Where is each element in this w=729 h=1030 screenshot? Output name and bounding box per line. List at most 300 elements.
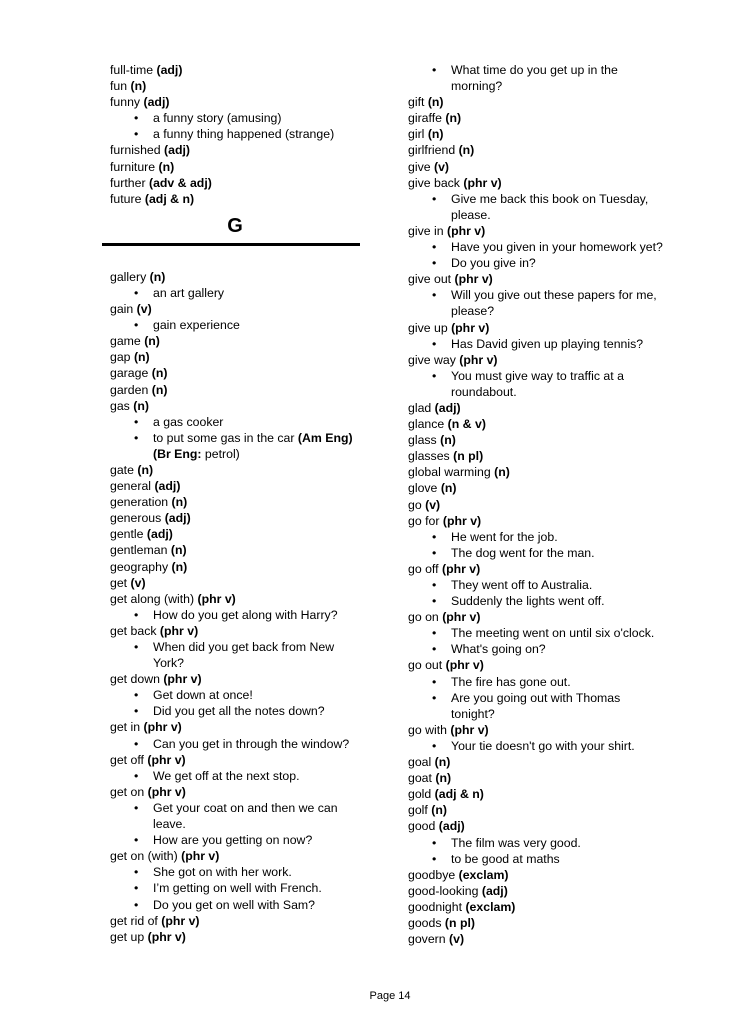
headword: further <box>110 175 149 190</box>
bullet-icon: • <box>432 368 437 383</box>
part-of-speech: (n) <box>434 755 451 770</box>
headword: get in <box>110 720 144 735</box>
headword-entry <box>408 110 690 126</box>
headword-entry <box>110 301 375 317</box>
right-column <box>408 62 690 947</box>
example-text: How are you getting on now? <box>153 833 313 848</box>
headword-entry <box>408 657 690 673</box>
headword-entry <box>110 623 375 639</box>
part-of-speech: (n) <box>427 127 444 142</box>
part-of-speech: (adj) <box>438 819 465 834</box>
headword-entry <box>408 175 690 191</box>
left-column <box>110 62 375 945</box>
headword-entry <box>408 400 690 416</box>
example-text: to be good at maths <box>451 851 560 866</box>
example-item <box>408 529 690 545</box>
example-continuation <box>110 655 375 671</box>
example-continuation <box>408 207 690 223</box>
bullet-icon: • <box>432 642 437 657</box>
example-text: Your tie doesn't go with your shirt. <box>451 738 635 753</box>
headword: furnished <box>110 143 165 158</box>
headword-entry <box>408 754 690 770</box>
part-of-speech: (phr v) <box>159 623 199 638</box>
headword-entry <box>110 719 375 735</box>
example-text: When did you get back from New <box>153 640 335 654</box>
headword: good <box>408 819 439 834</box>
example-text: The film was very good. <box>451 835 581 850</box>
example-text: Will you give out these papers for me, <box>451 288 657 303</box>
example-item <box>110 703 375 719</box>
part-of-speech: (n) <box>151 366 168 381</box>
part-of-speech: (phr v) <box>147 784 186 799</box>
example-item <box>408 851 690 867</box>
bullet-icon: • <box>134 111 139 126</box>
part-of-speech: (adj & n) <box>144 191 195 206</box>
headword-entry <box>110 94 375 110</box>
headword-entry <box>408 480 690 496</box>
bullet-icon: • <box>432 288 437 303</box>
headword: glance <box>408 417 448 432</box>
headword-entry <box>110 175 375 191</box>
bullet-icon: • <box>134 430 139 445</box>
headword-entry <box>408 464 690 480</box>
headword-entry <box>408 561 690 577</box>
headword-entry <box>110 191 375 207</box>
headword: girlfriend <box>408 143 459 158</box>
headword-entry <box>110 269 375 285</box>
part-of-speech: (phr v) <box>446 223 486 238</box>
bullet-icon: • <box>432 529 437 544</box>
part-of-speech: (n) <box>133 398 149 413</box>
headword-entry <box>110 478 375 494</box>
example-text: Get down at once! <box>153 688 253 703</box>
example-item <box>408 641 690 657</box>
part-of-speech: (n & v) <box>447 417 486 432</box>
example-continuation <box>110 816 375 832</box>
headword-entry <box>408 513 690 529</box>
headword-entry <box>408 786 690 802</box>
example-item <box>408 690 690 706</box>
bullet-icon: • <box>432 835 437 850</box>
headword-entry <box>408 352 690 368</box>
part-of-speech: (phr v) <box>143 720 182 735</box>
headword-entry <box>110 575 375 591</box>
example-continuation <box>408 384 690 400</box>
headword: govern <box>408 932 450 947</box>
headword-entry <box>110 159 375 175</box>
example-item <box>408 577 690 593</box>
headword-entry <box>408 915 690 931</box>
headword-entry <box>408 818 690 834</box>
headword: give <box>408 159 434 174</box>
example-text: Get your coat on and then we can <box>153 800 338 815</box>
bullet-icon: • <box>134 640 139 654</box>
example-item <box>408 545 690 561</box>
part-of-speech: (n) <box>440 433 456 448</box>
bullet-icon: • <box>432 336 437 351</box>
example-item <box>110 430 375 446</box>
example-text: They went off to Australia. <box>451 578 593 592</box>
headword: give way <box>408 352 460 367</box>
part-of-speech: (n) <box>431 803 447 818</box>
example-item <box>408 336 690 352</box>
headword-entry <box>408 448 690 464</box>
headword-entry <box>408 802 690 818</box>
headword-entry <box>408 931 690 947</box>
example-text: The meeting went on until six o'clock. <box>451 626 655 641</box>
bullet-icon: • <box>134 704 139 719</box>
bullet-icon: • <box>432 240 437 255</box>
headword-entry <box>110 349 375 365</box>
part-of-speech: (n) <box>133 350 150 365</box>
usage-label: (Br Eng: <box>153 446 202 461</box>
headword-entry <box>408 609 690 625</box>
headword: funny <box>110 95 144 110</box>
headword-entry <box>110 365 375 381</box>
headword-entry <box>110 784 375 800</box>
headword: get off <box>110 752 148 767</box>
section-letter: G <box>227 214 243 237</box>
headword: get along (with) <box>110 591 198 606</box>
part-of-speech: (phr v) <box>442 513 482 528</box>
part-of-speech: (n) <box>440 481 457 496</box>
headword-entry <box>110 929 375 945</box>
example-item <box>408 255 690 271</box>
example-continuation <box>408 706 690 722</box>
headword: good-looking <box>408 883 482 898</box>
example-text: a funny story (amusing) <box>153 111 282 126</box>
part-of-speech: (v) <box>433 159 450 174</box>
headword-entry <box>408 883 690 899</box>
part-of-speech: (phr v) <box>441 561 481 576</box>
headword-entry <box>110 462 375 478</box>
headword: give out <box>408 272 455 287</box>
example-text: We get off at the next stop. <box>153 768 300 783</box>
left-bottom-entries <box>110 269 375 945</box>
headword-entry <box>110 62 375 78</box>
headword: golf <box>408 803 432 818</box>
example-text: Can you get in through the window? <box>153 736 350 751</box>
headword-entry <box>408 159 690 175</box>
example-item <box>110 607 375 623</box>
headword-entry <box>110 398 375 414</box>
example-text: petrol) <box>201 446 240 461</box>
example-text: Did you get all the notes down? <box>153 704 325 719</box>
part-of-speech: (n) <box>171 559 188 574</box>
example-text: leave. <box>153 817 186 832</box>
headword: giraffe <box>408 111 446 126</box>
example-text: I’m getting on well with French. <box>153 881 322 896</box>
example-text: The dog went for the man. <box>451 545 595 560</box>
part-of-speech: (adv & adj) <box>148 175 212 190</box>
example-item <box>110 832 375 848</box>
headword: glad <box>408 400 435 415</box>
headword-entry <box>110 78 375 94</box>
headword: global warming <box>408 465 495 480</box>
example-item <box>110 687 375 703</box>
example-text: York? <box>153 656 184 671</box>
page-number: Page 14 <box>369 990 411 1002</box>
headword: glasses <box>408 449 454 464</box>
headword: gold <box>408 787 435 802</box>
headword: give in <box>408 223 447 238</box>
bullet-icon: • <box>432 545 437 560</box>
example-item <box>408 625 690 641</box>
bullet-icon: • <box>134 127 139 142</box>
headword-entry <box>110 142 375 158</box>
example-item <box>408 674 690 690</box>
bullet-icon: • <box>432 626 437 641</box>
headword: goat <box>408 771 436 786</box>
headword-entry <box>408 271 690 287</box>
part-of-speech: (n) <box>445 111 462 126</box>
headword: get on (with) <box>110 849 182 864</box>
example-item <box>408 593 690 609</box>
headword-entry <box>110 591 375 607</box>
part-of-speech: (v) <box>425 497 441 512</box>
part-of-speech: (phr v) <box>197 591 236 606</box>
example-item <box>110 317 375 333</box>
part-of-speech: (n) <box>170 543 187 558</box>
headword-entry <box>408 142 690 158</box>
headword-entry <box>408 867 690 883</box>
headword-entry <box>110 913 375 929</box>
headword: go off <box>408 561 442 576</box>
headword-entry <box>110 559 375 575</box>
part-of-speech: (v) <box>136 302 152 317</box>
headword: get back <box>110 623 160 638</box>
bullet-icon: • <box>134 833 139 848</box>
example-text: What time do you get up in the <box>451 63 618 77</box>
part-of-speech: (n pl) <box>453 449 484 464</box>
part-of-speech: (phr v) <box>147 929 186 944</box>
example-item <box>110 736 375 752</box>
bullet-icon: • <box>134 800 139 815</box>
part-of-speech: (adj) <box>146 527 173 542</box>
part-of-speech: (n) <box>435 771 452 786</box>
example-item <box>408 239 690 255</box>
headword: get up <box>110 929 148 944</box>
bullet-icon: • <box>432 63 437 77</box>
headword: goodnight <box>408 899 466 914</box>
headword-entry <box>408 899 690 915</box>
headword: goal <box>408 755 435 770</box>
part-of-speech: (phr v) <box>147 752 186 767</box>
headword: go <box>408 497 426 512</box>
headword-entry <box>110 671 375 687</box>
usage-label: (Am Eng) <box>297 430 353 445</box>
example-text: The fire has gone out. <box>451 674 571 689</box>
headword-entry <box>110 848 375 864</box>
example-text: an art gallery <box>153 285 225 300</box>
example-text: Suddenly the lights went off. <box>451 594 605 609</box>
headword-entry <box>408 432 690 448</box>
example-item <box>110 414 375 430</box>
headword-entry <box>408 722 690 738</box>
headword: give back <box>408 175 464 190</box>
example-item <box>110 639 375 655</box>
headword: gallery <box>110 269 150 284</box>
part-of-speech: (phr v) <box>163 672 202 687</box>
part-of-speech: (n) <box>171 495 188 510</box>
part-of-speech: (adj) <box>143 95 170 110</box>
headword: give up <box>408 320 452 335</box>
headword: gain <box>110 302 137 317</box>
bullet-icon: • <box>134 688 139 703</box>
headword: gift <box>408 95 428 110</box>
right-entries <box>408 62 690 947</box>
headword-entry <box>110 542 375 558</box>
example-text: Has David given up playing tennis? <box>451 336 644 351</box>
headword: get <box>110 575 131 590</box>
part-of-speech: (n) <box>151 382 168 397</box>
headword-entry <box>408 497 690 513</box>
headword: generation <box>110 495 172 510</box>
example-text: tonight? <box>451 706 495 721</box>
example-item <box>110 285 375 301</box>
example-item <box>408 287 690 303</box>
headword-entry <box>408 416 690 432</box>
example-text: morning? <box>451 79 503 94</box>
part-of-speech: (phr v) <box>161 913 200 928</box>
headword: fun <box>110 79 131 94</box>
part-of-speech: (n) <box>158 159 175 174</box>
part-of-speech: (phr v) <box>451 320 490 335</box>
section-rule <box>102 243 360 246</box>
part-of-speech: (n) <box>494 465 510 480</box>
headword-entry <box>408 126 690 142</box>
headword-entry <box>110 526 375 542</box>
example-text: You must give way to traffic at a <box>451 368 624 383</box>
bullet-icon: • <box>432 578 437 592</box>
left-top-entries <box>110 62 375 207</box>
headword-entry <box>110 333 375 349</box>
part-of-speech: (n) <box>427 95 444 110</box>
headword: game <box>110 334 145 349</box>
bullet-icon: • <box>432 191 437 206</box>
example-item <box>408 835 690 851</box>
example-text: How do you get along with Harry? <box>153 607 338 622</box>
part-of-speech: (v) <box>130 575 146 590</box>
example-text: Give me back this book on Tuesday, <box>451 191 649 206</box>
part-of-speech: (adj) <box>164 511 191 526</box>
part-of-speech: (phr v) <box>454 272 493 287</box>
example-text: gain experience <box>153 318 240 333</box>
headword-entry <box>408 223 690 239</box>
headword: garden <box>110 382 152 397</box>
bullet-icon: • <box>432 594 437 609</box>
bullet-icon: • <box>432 851 437 866</box>
headword: go for <box>408 513 443 528</box>
bullet-icon: • <box>134 318 139 333</box>
headword-entry <box>110 494 375 510</box>
example-text: a gas cooker <box>153 414 224 429</box>
part-of-speech: (adj) <box>156 63 183 77</box>
bullet-icon: • <box>134 881 139 896</box>
headword: get rid of <box>110 913 162 928</box>
headword: gate <box>110 462 138 477</box>
bullet-icon: • <box>432 738 437 753</box>
headword: get down <box>110 672 164 687</box>
example-text: please? <box>451 304 495 319</box>
example-item <box>110 880 375 896</box>
example-continuation <box>408 78 690 94</box>
headword: girl <box>408 127 428 142</box>
headword: glove <box>408 481 441 496</box>
part-of-speech: (adj) <box>164 143 190 158</box>
headword: general <box>110 479 155 494</box>
example-continuation <box>408 303 690 319</box>
headword: goods <box>408 915 445 930</box>
example-text: Have you given in your homework yet? <box>451 240 663 255</box>
part-of-speech: (v) <box>449 932 465 947</box>
bullet-icon: • <box>134 285 139 300</box>
part-of-speech: (phr v) <box>463 175 502 190</box>
headword: gap <box>110 350 134 365</box>
example-item <box>110 110 375 126</box>
example-item <box>408 368 690 384</box>
example-text: to put some gas in the car <box>153 430 295 445</box>
example-item <box>408 62 690 78</box>
bullet-icon: • <box>432 256 437 271</box>
headword-entry <box>110 382 375 398</box>
bullet-icon: • <box>432 674 437 689</box>
part-of-speech: (n) <box>149 269 166 284</box>
headword: gentleman <box>110 543 171 558</box>
example-item <box>408 191 690 207</box>
bullet-icon: • <box>134 897 139 912</box>
part-of-speech: (n) <box>137 462 154 477</box>
part-of-speech: (n pl) <box>444 915 475 930</box>
headword-entry <box>110 510 375 526</box>
headword: goodbye <box>408 867 459 882</box>
bullet-icon: • <box>134 414 139 429</box>
section-header-g <box>110 213 375 259</box>
bullet-icon: • <box>134 768 139 783</box>
part-of-speech: (n) <box>144 334 160 349</box>
example-text: He went for the job. <box>451 529 558 544</box>
example-item <box>110 864 375 880</box>
example-text: please. <box>451 207 491 222</box>
headword: go out <box>408 658 446 673</box>
headword: generous <box>110 511 165 526</box>
part-of-speech: (adj) <box>481 883 508 898</box>
part-of-speech: (phr v) <box>459 352 498 367</box>
bullet-icon: • <box>134 865 139 880</box>
example-text: Are you going out with Thomas <box>451 690 621 705</box>
part-of-speech: (adj & n) <box>434 787 484 802</box>
example-continuation <box>110 446 375 462</box>
headword: go on <box>408 610 443 625</box>
headword: go with <box>408 722 451 737</box>
example-text: Do you get on well with Sam? <box>153 897 315 912</box>
part-of-speech: (phr v) <box>442 610 481 625</box>
headword-entry <box>408 94 690 110</box>
example-item <box>110 768 375 784</box>
headword: gentle <box>110 527 147 542</box>
headword: garage <box>110 366 152 381</box>
bullet-icon: • <box>134 607 139 622</box>
example-text: a funny thing happened (strange) <box>153 127 335 142</box>
headword: glass <box>408 433 441 448</box>
part-of-speech: (exclam) <box>465 899 516 914</box>
headword: full-time <box>110 63 157 77</box>
headword: gas <box>110 398 134 413</box>
part-of-speech: (adj) <box>434 400 461 415</box>
headword: get on <box>110 784 148 799</box>
example-text: roundabout. <box>451 384 517 399</box>
headword-entry <box>408 770 690 786</box>
